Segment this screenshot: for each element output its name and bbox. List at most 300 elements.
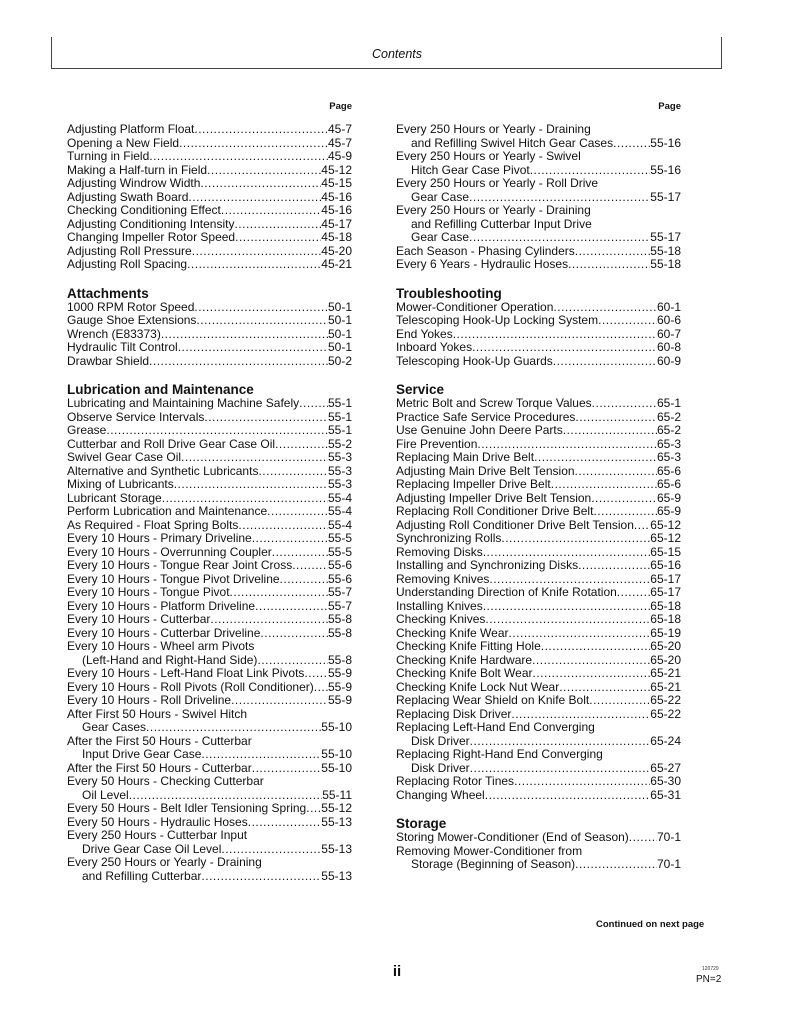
toc-page-ref: 50-1 [327,326,352,341]
toc-entry-title: Gear Case [411,189,470,204]
toc-page-ref: 65-17 [650,585,681,599]
toc-entry[interactable] [396,328,681,342]
document-code: 120729 [702,966,719,972]
toc-entry-title: Checking Knife Wear [396,625,509,640]
dot-leader [255,600,328,614]
toc-entry[interactable] [67,762,352,776]
toc-entry[interactable] [67,258,352,272]
toc-page-ref: 55-5 [327,531,352,545]
toc-entry[interactable] [67,355,352,369]
toc-entry-title: Metric Bolt and Screw Torque Values [396,396,592,410]
toc-entry[interactable] [67,177,352,191]
toc-entry[interactable] [396,532,681,546]
toc-entry[interactable] [396,519,681,533]
dot-leader [149,150,328,164]
toc-entry-title: Disk Driver [411,733,470,748]
toc-entry-title: Adjusting Platform Float [67,122,195,136]
toc-entry[interactable] [396,424,681,438]
toc-entry-title: Every 10 Hours - Roll Pivots (Roll Conditioner) [67,679,314,694]
dot-leader [280,573,328,587]
toc-entry-line: Replacing Left-Hand End Converging [396,720,595,734]
dot-leader [272,546,328,560]
toc-entry[interactable] [396,397,681,411]
toc-entry[interactable] [67,748,352,762]
toc-page-ref: 55-7 [327,598,352,613]
dot-leader [483,600,651,614]
toc-page-ref: 55-8 [327,612,352,626]
toc-entry[interactable] [67,164,352,178]
toc-page-ref: 65-1 [656,396,681,410]
dot-leader [514,775,650,789]
toc-page-ref: 60-1 [656,299,681,314]
toc-page-ref: 55-11 [322,787,352,802]
toc-entry-title: Every 10 Hours - Left-Hand Float Link Pivots [67,666,305,680]
toc-entry[interactable] [67,519,352,533]
dot-leader [589,694,650,708]
toc-entry-title: Adjusting Swath Board [67,189,189,204]
dot-leader [575,465,657,479]
page-title: Contents [371,47,423,61]
dot-leader [207,164,321,178]
section-heading: Troubleshooting [396,285,502,301]
toc-entry-title: Removing Disks [396,544,483,559]
section-heading: Attachments [67,285,149,301]
toc-page-ref: 55-10 [321,747,352,761]
toc-page-ref: 55-9 [327,693,352,707]
toc-entry[interactable] [396,600,681,614]
toc-entry-title: Changing Wheel [396,787,485,802]
toc-entry[interactable] [67,802,352,816]
dot-leader [267,505,328,519]
section-heading: Storage [396,816,447,831]
toc-entry[interactable] [67,465,352,479]
toc-entry-title: Every 10 Hours - Tongue Pivot Driveline [67,571,280,586]
pn-marker: PN=2 [696,974,722,985]
dot-leader [257,654,328,668]
dot-leader [485,613,650,627]
toc-entry-title: Every 10 Hours - Tongue Rear Joint Cross [67,558,293,572]
toc-entry[interactable] [396,355,681,369]
toc-entry-title: Cutterbar and Roll Drive Gear Case Oil [67,436,276,451]
toc-entry-title: Checking Knife Lock Nut Wear [396,679,560,694]
toc-entry[interactable] [396,831,681,845]
dot-leader [575,245,651,259]
dot-leader [629,831,657,845]
dot-leader [201,748,321,762]
toc-entry[interactable] [396,314,681,328]
toc-page-ref: 55-18 [650,243,681,258]
toc-entry-title: Hydraulic Tilt Control [67,340,178,354]
toc-entry-title: As Required - Float Spring Bolts [67,517,239,532]
toc-entry[interactable] [67,424,352,438]
toc-page-ref: 65-9 [656,504,681,518]
toc-entry-title: Drawbar Shield [67,353,150,368]
toc-page-ref: 55-8 [327,652,352,667]
toc-entry-title: Every 10 Hours - Platform Driveline [67,598,256,613]
dot-leader [221,204,321,218]
toc-page-ref: 55-4 [327,490,352,505]
toc-entry[interactable] [396,341,681,355]
dot-leader [541,640,651,654]
toc-entry-title: Installing and Synchronizing Disks [396,558,579,572]
toc-page-ref: 55-8 [327,625,352,640]
toc-entry[interactable] [396,858,681,872]
dot-leader [613,137,650,151]
toc-entry[interactable] [396,301,681,315]
dot-leader [200,177,321,191]
toc-entry-line: Every 10 Hours - Wheel arm Pivots [67,639,255,653]
toc-page-ref: 65-9 [656,490,681,505]
toc-entry-line: Replacing Right-Hand End Converging [396,747,603,761]
toc-entry-title: Observe Service Intervals [67,409,205,424]
toc-page-ref: 45-16 [321,203,352,217]
toc-entry-title: Oil Level [82,787,129,802]
dot-leader [238,519,328,533]
toc-entry-title: Swivel Gear Case Oil [67,450,182,464]
toc-page-ref: 55-7 [327,585,352,599]
toc-page-ref: 55-13 [321,868,352,883]
toc-page-ref: 65-6 [656,463,681,478]
dot-leader [196,314,328,328]
dot-leader [306,802,321,816]
dot-leader [275,438,328,452]
toc-entry-title: Hitch Gear Case Pivot [411,162,530,177]
toc-entry[interactable] [67,411,352,425]
toc-entry-title: Mower-Conditioner Operation [396,299,554,314]
toc-entry-title: Every 10 Hours - Overrunning Coupler [67,544,272,559]
toc-page-ref: 65-20 [650,639,681,653]
toc-entry-title: Replacing Roll Conditioner Drive Belt [396,504,594,518]
toc-page-ref: 55-9 [327,666,352,680]
toc-page-ref: 60-8 [656,340,681,354]
toc-entry[interactable] [67,150,352,164]
dot-leader [511,708,650,722]
toc-page-ref: 55-4 [327,504,352,518]
toc-entry[interactable] [67,843,352,857]
dot-leader [533,667,651,681]
toc-entry-title: 1000 RPM Rotor Speed [67,299,195,314]
toc-entry-title: Lubricating and Maintaining Machine Safely [67,396,300,410]
toc-entry[interactable] [396,735,681,749]
toc-page-ref: 65-16 [650,558,681,572]
toc-page-ref: 65-6 [656,477,681,491]
toc-page-ref: 55-16 [650,135,681,150]
toc-entry[interactable] [67,341,352,355]
toc-entry[interactable] [396,573,681,587]
toc-entry-title: Adjusting Roll Conditioner Drive Belt Tension [396,517,634,532]
toc-entry[interactable] [396,559,681,573]
toc-entry[interactable] [396,586,681,600]
dot-leader [252,532,328,546]
toc-page-ref: 65-24 [650,733,681,748]
toc-page-ref: 65-12 [650,517,681,532]
toc-entry[interactable] [396,627,681,641]
contents-right-column [396,100,681,872]
toc-entry-title: Checking Knife Hardware [396,652,533,667]
page-column-label: Page [329,101,352,112]
dot-leader [299,397,328,411]
toc-entry-title: Adjusting Conditioning Intensity [67,216,235,231]
dot-leader [204,411,328,425]
toc-entry[interactable] [67,559,352,573]
toc-entry-title: Every 6 Years - Hydraulic Hoses [396,257,569,271]
toc-entry[interactable] [396,411,681,425]
toc-entry-title: Lubricant Storage [67,490,162,505]
page-column-label: Page [658,101,681,112]
toc-page-ref: 65-18 [650,612,681,626]
toc-entry[interactable] [396,438,681,452]
dot-leader [178,341,328,355]
toc-entry[interactable] [67,231,352,245]
toc-page-ref: 55-10 [321,720,352,734]
dot-leader [578,559,650,573]
toc-page-ref: 45-18 [321,230,352,244]
toc-entry-title: Every 50 Hours - Hydraulic Hoses [67,814,248,829]
toc-entry-title: Replacing Rotor Tines [396,774,515,788]
toc-entry[interactable] [67,123,352,137]
toc-entry-title: Gear Cases [82,720,147,734]
section-heading: Service [396,382,445,397]
toc-entry[interactable] [67,546,352,560]
dot-leader [252,762,322,776]
dot-leader [248,816,322,830]
dot-leader [559,681,650,695]
toc-entry[interactable] [67,573,352,587]
toc-entry-line: and Refilling Cutterbar Input Drive [411,216,592,231]
dot-leader [292,559,328,573]
dot-leader [469,231,650,245]
dot-leader [194,301,328,315]
toc-entry[interactable] [396,681,681,695]
toc-entry-title: Checking Knife Fitting Hole [396,639,541,653]
dot-leader [634,519,650,533]
dot-leader [149,355,328,369]
toc-page-ref: 55-17 [650,230,681,244]
toc-page-ref: 45-21 [321,257,352,271]
toc-entry-title: Practice Safe Service Procedures [396,409,576,424]
dot-leader [472,341,657,355]
toc-entry-title: (Left-Hand and Right-Hand Side) [82,652,258,667]
dot-leader [194,123,328,137]
toc-entry[interactable] [67,204,352,218]
dot-leader [469,191,650,205]
toc-entry[interactable] [67,218,352,232]
toc-page-ref: 65-3 [656,436,681,451]
toc-page-ref: 55-4 [327,517,352,532]
toc-entry-title: Gauge Shoe Extensions [67,313,197,327]
toc-page-ref: 60-6 [656,313,681,327]
toc-entry[interactable] [396,654,681,668]
toc-entry-line: Every 250 Hours or Yearly - Swivel [396,149,581,163]
continued-note: Continued on next page [596,919,705,930]
toc-entry[interactable] [396,694,681,708]
toc-entry-title: Wrench (E83373) [67,326,161,341]
toc-page-ref: 55-10 [321,760,352,775]
toc-page-ref: 50-1 [327,299,352,314]
toc-page-ref: 55-3 [327,450,352,464]
toc-page-ref: 65-31 [650,787,681,802]
toc-entry-title: Replacing Wear Shield on Knife Bolt [396,693,590,707]
dot-leader [129,789,323,803]
dot-leader [483,546,651,560]
toc-entry[interactable] [396,667,681,681]
toc-entry[interactable] [67,667,352,681]
toc-entry-title: After the First 50 Hours - Cutterbar [67,760,252,775]
toc-page-ref: 50-1 [327,313,352,327]
toc-page-ref: 65-21 [650,666,681,680]
toc-entry-title: and Refilling Swivel Hitch Gear Cases [411,135,614,150]
toc-page-ref: 45-20 [321,243,352,258]
toc-entry[interactable] [67,613,352,627]
toc-entry[interactable] [396,245,681,259]
toc-entry[interactable] [396,137,681,151]
toc-entry[interactable] [67,600,352,614]
toc-page-ref: 55-1 [327,396,352,410]
toc-entry[interactable] [67,532,352,546]
toc-page-ref: 50-1 [327,340,352,354]
toc-entry-title: Opening a New Field [67,135,180,150]
toc-entry[interactable] [67,191,352,205]
toc-entry-title: Every 10 Hours - Tongue Pivot [67,585,230,599]
toc-page-ref: 55-16 [650,162,681,177]
dot-leader [563,424,657,438]
toc-page-ref: 65-2 [656,409,681,424]
dot-leader [575,858,657,872]
toc-entry[interactable] [396,191,681,205]
toc-entry-title: Drive Gear Case Oil Level [82,841,222,856]
toc-entry[interactable] [67,721,352,735]
toc-entry[interactable] [67,328,352,342]
toc-page-ref: 55-2 [327,436,352,451]
toc-page-ref: 65-12 [650,531,681,545]
toc-entry-title: Gear Case [411,230,470,244]
toc-page-ref: 65-30 [650,774,681,788]
dot-leader [146,721,321,735]
dot-leader [534,451,657,465]
toc-page-ref: 55-18 [650,257,681,271]
toc-entry-line: After the First 50 Hours - Cutterbar [67,733,252,748]
dot-leader [553,355,657,369]
toc-entry[interactable] [67,505,352,519]
toc-entry-title: Checking Knife Bolt Wear [396,666,533,680]
toc-entry[interactable] [396,258,681,272]
toc-page-ref: 65-15 [650,544,681,559]
toc-entry[interactable] [67,314,352,328]
toc-entry-title: Disk Driver [411,760,470,775]
toc-entry-line: After First 50 Hours - Swivel Hitch [67,706,248,721]
toc-entry-title: Replacing Disk Driver [396,706,512,721]
toc-entry[interactable] [396,465,681,479]
toc-entry[interactable] [67,397,352,411]
toc-entry-line: Every 250 Hours or Yearly - Draining [67,855,262,869]
toc-entry[interactable] [396,775,681,789]
toc-entry-title: Mixing of Lubricants [67,477,174,491]
dot-leader [260,627,328,641]
toc-entry[interactable] [396,164,681,178]
toc-entry[interactable] [396,546,681,560]
dot-leader [304,667,328,681]
toc-entry[interactable] [67,245,352,259]
toc-entry[interactable] [67,816,352,830]
toc-entry[interactable] [396,708,681,722]
toc-entry[interactable] [67,694,352,708]
toc-entry-title: Adjusting Windrow Width [67,176,201,190]
dot-leader [453,328,657,342]
dot-leader [477,438,657,452]
toc-entry[interactable] [396,505,681,519]
toc-page-ref: 55-3 [327,477,352,491]
toc-entry[interactable] [396,492,681,506]
toc-entry[interactable] [67,627,352,641]
toc-entry[interactable] [396,231,681,245]
toc-entry-title: End Yokes [396,326,453,341]
dot-leader [161,328,328,342]
toc-page-ref: 65-18 [650,598,681,613]
toc-entry-title: Fire Prevention [396,436,478,451]
toc-page-ref: 60-9 [656,353,681,368]
toc-page-ref: 55-6 [327,558,352,572]
toc-entry[interactable] [396,762,681,776]
dot-leader [489,573,650,587]
toc-entry[interactable] [67,438,352,452]
toc-page-ref: 65-19 [650,625,681,640]
toc-entry[interactable] [67,654,352,668]
dot-leader [210,613,328,627]
toc-entry[interactable] [67,478,352,492]
toc-entry-title: Input Drive Gear Case [82,747,202,761]
toc-entry[interactable] [396,640,681,654]
dot-leader [162,492,328,506]
dot-leader [592,397,657,411]
section-heading: Lubrication and Maintenance [67,382,254,397]
dot-leader [187,258,321,272]
toc-entry[interactable] [67,137,352,151]
toc-page-ref: 55-13 [321,814,352,829]
toc-page-ref: 55-1 [327,409,352,424]
toc-entry[interactable] [67,451,352,465]
toc-entry-title: Telescoping Hook-Up Guards [396,353,553,368]
toc-entry-title: Synchronizing Rolls [396,531,502,545]
dot-leader [509,627,651,641]
toc-entry[interactable] [396,478,681,492]
toc-entry[interactable] [67,870,352,884]
toc-page-ref: 70-1 [656,857,681,871]
toc-entry[interactable] [67,301,352,315]
toc-entry-title: Storing Mower-Conditioner (End of Season) [396,830,629,844]
dot-leader [188,191,321,205]
toc-entry-title: Perform Lubrication and Maintenance [67,504,268,518]
toc-entry[interactable] [67,789,352,803]
toc-page-ref: 70-1 [656,830,681,844]
dot-leader [235,231,321,245]
toc-entry-title: Adjusting Roll Pressure [67,243,192,258]
toc-entry[interactable] [396,451,681,465]
toc-entry[interactable] [396,613,681,627]
toc-page-ref: 65-3 [656,450,681,464]
toc-entry[interactable] [67,681,352,695]
toc-entry-title: Replacing Main Drive Belt [396,450,535,464]
dot-leader [201,870,321,884]
toc-entry-title: Changing Impeller Rotor Speed [67,230,236,244]
toc-entry[interactable] [396,789,681,803]
toc-entry[interactable] [67,586,352,600]
toc-entry-line: Removing Mower-Conditioner from [396,843,583,858]
toc-entry-title: Installing Knives [396,598,483,613]
toc-entry-line: Every 250 Hours or Yearly - Roll Drive [396,176,599,190]
toc-entry-line: Every 250 Hours - Cutterbar Input [67,828,248,842]
toc-page-ref: 65-20 [650,652,681,667]
toc-entry[interactable] [67,492,352,506]
